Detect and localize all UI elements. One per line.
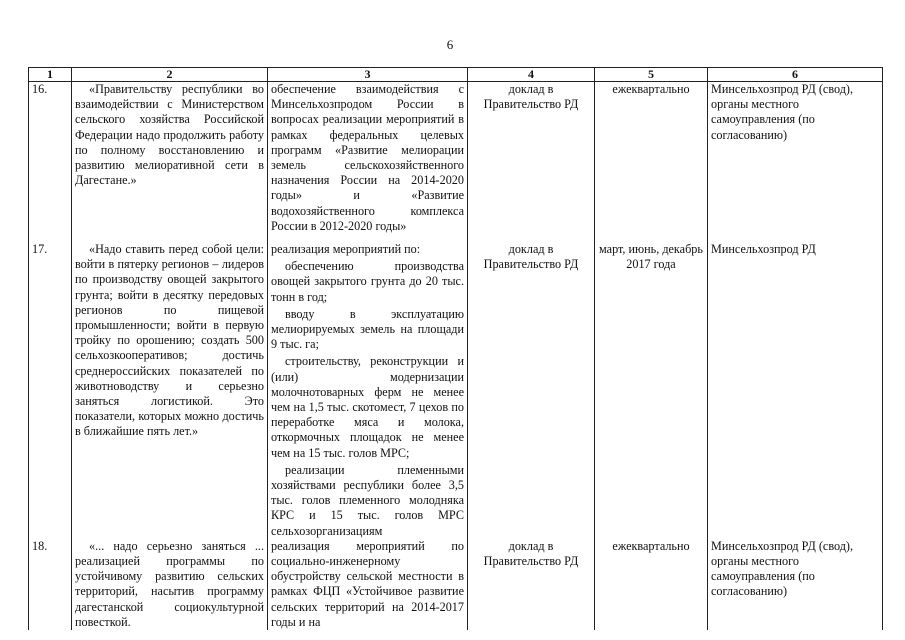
page-number: 6: [446, 37, 454, 52]
report-cell: доклад в Правительство РД: [468, 539, 595, 630]
report-cell: доклад в Правительство РД: [468, 82, 595, 243]
term-cell: ежеквартально: [595, 82, 708, 243]
quote-cell: [72, 242, 268, 539]
column-header-5: 5: [595, 68, 708, 82]
table-row: [29, 242, 883, 539]
quote-text: «... надо серьезно заняться ... реализацией программы по устойчивому развитию сельских территорий, насытив программу дагестанской социокультурной повесткой.: [75, 538, 264, 629]
term-cell: март, июнь, декабрь 2017 года: [595, 242, 708, 539]
row-number: 18.: [29, 539, 72, 630]
action-text: реализация мероприятий по:: [271, 242, 421, 256]
action-text: строительству, реконструкции и (или) модернизации молочнотоварных ферм не менее чем на 1,5 тыс. скотомест, 7 цехов по переработке мяса и молока, откормочных площадок не менее чем на 15 тыс. голов МРС;: [271, 354, 464, 460]
actions-cell: [268, 539, 468, 630]
row-number: 16.: [29, 82, 72, 243]
actions-cell: [268, 82, 468, 243]
measures-table: [28, 67, 883, 630]
column-header-6: 6: [708, 68, 883, 82]
column-header-3: 3: [268, 68, 468, 82]
quote-cell: [72, 539, 268, 630]
column-header-4: 4: [468, 68, 595, 82]
table-row: [29, 82, 883, 243]
action-text: реализации племенными хозяйствами республики более 3,5 тыс. голов племенного молодняка КРС и 15 тыс. голов МРС сельхозорганизациям: [271, 462, 464, 538]
action-text: обеспечению производства овощей закрытого грунта до 20 тыс. тонн в год;: [271, 259, 464, 304]
action-text: обеспечение взаимодействия с Минсельхозпродом России в вопросах реализации мероприятий в рамках федеральных целевых программ «Развитие мелиорации земель сельскохозяйственного назначения России на 2014-2020 годы» и «Развитие водохозяйственного комплекса России в 2012-2020 годы»: [271, 82, 464, 233]
quote-text: «Надо ставить перед собой цели: войти в пятерку регионов – лидеров по производству овощей закрытого грунта; войти в десятку передовых регионов по пищевой промышленности; войти в первую тройку по орошению; создать 500 сельхозкооперативов; достичь среднероссийских показателей по животноводству и серьезно заняться логистикой. Это показатели, которых можно достичь в ближайшие пять лет.»: [75, 242, 264, 439]
responsible-cell: Минсельхозпрод РД: [708, 242, 883, 539]
row-number: 17.: [29, 242, 72, 539]
action-text: вводу в эксплуатацию мелиорируемых земель на площади 9 тыс. га;: [271, 306, 464, 352]
column-header-1: 1: [29, 68, 72, 82]
term-cell: ежеквартально: [595, 539, 708, 630]
actions-cell: [268, 242, 468, 539]
table-row: [29, 539, 883, 630]
table-header-row: [29, 68, 883, 82]
column-header-2: 2: [72, 68, 268, 82]
responsible-cell: Минсельхозпрод РД (свод), органы местного самоуправления (по согласованию): [708, 82, 883, 243]
report-cell: доклад в Правительство РД: [468, 242, 595, 539]
action-text: реализация мероприятий по социально-инженерному обустройству сельской местности в рамках ФЦП «Устойчивое развитие сельских территорий на 2014-2017 годы и на: [271, 538, 464, 629]
quote-cell: [72, 82, 268, 243]
responsible-cell: Минсельхозпрод РД (свод), органы местного самоуправления (по согласованию): [708, 539, 883, 630]
quote-text: «Правительству республики во взаимодействии с Министерством сельского хозяйства Российской Федерации надо продолжить работу по полному восстановлению и развитию мелиоративной сети в Дагестане.»: [75, 82, 264, 188]
